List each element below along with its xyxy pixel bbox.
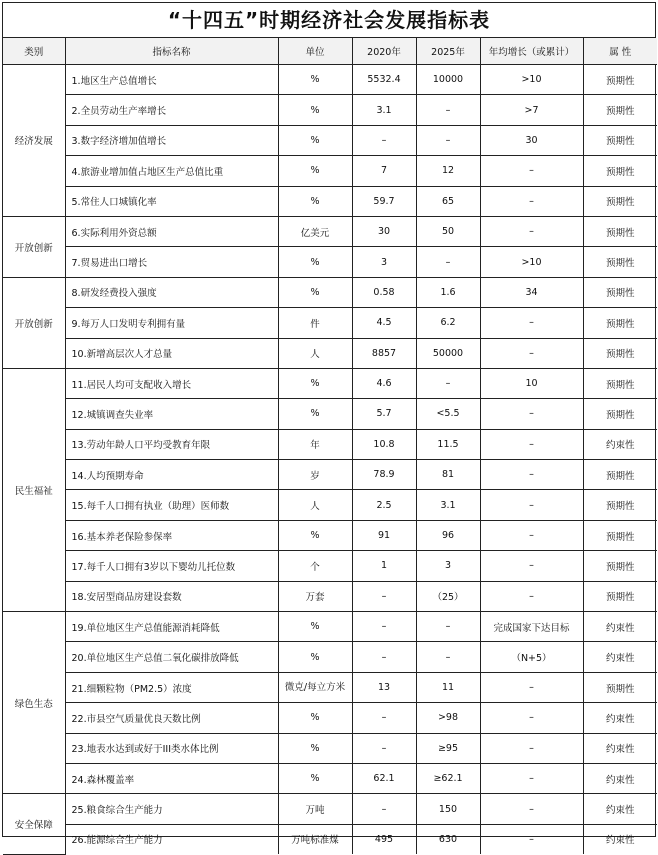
unit-cell: % bbox=[278, 703, 352, 733]
table-row bbox=[3, 824, 657, 854]
attribute-cell: 预期性 bbox=[583, 672, 657, 702]
indicator-name: 22.市县空气质量优良天数比例 bbox=[65, 703, 278, 733]
table-row bbox=[3, 277, 657, 307]
category-green-ecology: 绿色生态 bbox=[3, 612, 65, 794]
indicator-name: 1.地区生产总值增长 bbox=[65, 65, 278, 95]
table-row bbox=[3, 460, 657, 490]
attribute-cell: 预期性 bbox=[583, 216, 657, 246]
unit-cell: % bbox=[278, 95, 352, 125]
value-2020: 1 bbox=[352, 551, 416, 581]
table-row bbox=[3, 216, 657, 246]
attribute-cell: 预期性 bbox=[583, 551, 657, 581]
value-2020: 5532.4 bbox=[352, 65, 416, 95]
table-row bbox=[3, 125, 657, 155]
value-2020: 62.1 bbox=[352, 763, 416, 793]
attribute-cell: 预期性 bbox=[583, 277, 657, 307]
growth-cell: 30 bbox=[480, 125, 583, 155]
growth-cell: 10 bbox=[480, 368, 583, 398]
table-row bbox=[3, 551, 657, 581]
table-row bbox=[3, 612, 657, 642]
growth-cell: – bbox=[480, 216, 583, 246]
table-row bbox=[3, 156, 657, 186]
unit-cell: % bbox=[278, 520, 352, 550]
indicator-name: 3.数字经济增加值增长 bbox=[65, 125, 278, 155]
value-2020: 3 bbox=[352, 247, 416, 277]
value-2025: 150 bbox=[416, 794, 480, 824]
unit-cell: % bbox=[278, 65, 352, 95]
category-livelihood: 民生福祉 bbox=[3, 368, 65, 611]
header-category: 类别 bbox=[3, 38, 65, 65]
indicator-name: 9.每万人口发明专利拥有量 bbox=[65, 308, 278, 338]
value-2025: 1.6 bbox=[416, 277, 480, 307]
attribute-cell: 约束性 bbox=[583, 642, 657, 672]
table-row bbox=[3, 703, 657, 733]
value-2025: >98 bbox=[416, 703, 480, 733]
attribute-cell: 预期性 bbox=[583, 338, 657, 368]
value-2020: 59.7 bbox=[352, 186, 416, 216]
table-row bbox=[3, 581, 657, 611]
attribute-cell: 预期性 bbox=[583, 490, 657, 520]
table-row bbox=[3, 490, 657, 520]
unit-cell: 万套 bbox=[278, 581, 352, 611]
page-title: “十四五”时期经济社会发展指标表 bbox=[3, 3, 655, 38]
growth-cell: – bbox=[480, 672, 583, 702]
indicator-name: 11.居民人均可支配收入增长 bbox=[65, 368, 278, 398]
growth-cell: – bbox=[480, 733, 583, 763]
unit-cell: % bbox=[278, 156, 352, 186]
attribute-cell: 预期性 bbox=[583, 308, 657, 338]
indicator-name: 6.实际利用外资总额 bbox=[65, 216, 278, 246]
unit-cell: 年 bbox=[278, 429, 352, 459]
attribute-cell: 约束性 bbox=[583, 763, 657, 793]
value-2025: – bbox=[416, 368, 480, 398]
unit-cell: % bbox=[278, 763, 352, 793]
growth-cell: – bbox=[480, 490, 583, 520]
attribute-cell: 预期性 bbox=[583, 156, 657, 186]
value-2020: 3.1 bbox=[352, 95, 416, 125]
indicator-name: 4.旅游业增加值占地区生产总值比重 bbox=[65, 156, 278, 186]
unit-cell: % bbox=[278, 733, 352, 763]
value-2020: – bbox=[352, 612, 416, 642]
growth-cell: 34 bbox=[480, 277, 583, 307]
table-row bbox=[3, 642, 657, 672]
unit-cell: 人 bbox=[278, 338, 352, 368]
attribute-cell: 预期性 bbox=[583, 520, 657, 550]
attribute-cell: 约束性 bbox=[583, 824, 657, 854]
indicator-name: 10.新增高层次人才总量 bbox=[65, 338, 278, 368]
unit-cell: % bbox=[278, 277, 352, 307]
attribute-cell: 预期性 bbox=[583, 95, 657, 125]
growth-cell: – bbox=[480, 156, 583, 186]
indicator-name: 23.地表水达到或好于III类水体比例 bbox=[65, 733, 278, 763]
indicator-name: 5.常住人口城镇化率 bbox=[65, 186, 278, 216]
value-2025: 96 bbox=[416, 520, 480, 550]
unit-cell: 万吨标准煤 bbox=[278, 824, 352, 854]
table-row bbox=[3, 520, 657, 550]
growth-cell: >10 bbox=[480, 65, 583, 95]
table-row bbox=[3, 186, 657, 216]
header-annual-growth: 年均增长（或累计） bbox=[480, 38, 583, 65]
attribute-cell: 预期性 bbox=[583, 65, 657, 95]
value-2025: <5.5 bbox=[416, 399, 480, 429]
attribute-cell: 预期性 bbox=[583, 581, 657, 611]
indicator-name: 2.全员劳动生产率增长 bbox=[65, 95, 278, 125]
indicator-name: 25.粮食综合生产能力 bbox=[65, 794, 278, 824]
unit-cell: 人 bbox=[278, 490, 352, 520]
indicator-name: 12.城镇调查失业率 bbox=[65, 399, 278, 429]
value-2025: 10000 bbox=[416, 65, 480, 95]
attribute-cell: 预期性 bbox=[583, 247, 657, 277]
value-2025: – bbox=[416, 247, 480, 277]
attribute-cell: 约束性 bbox=[583, 794, 657, 824]
table-header-row bbox=[3, 38, 657, 65]
attribute-cell: 预期性 bbox=[583, 186, 657, 216]
value-2025: 50000 bbox=[416, 338, 480, 368]
table-row bbox=[3, 763, 657, 793]
table-row bbox=[3, 247, 657, 277]
unit-cell: % bbox=[278, 642, 352, 672]
attribute-cell: 约束性 bbox=[583, 703, 657, 733]
indicator-name: 13.劳动年龄人口平均受教育年限 bbox=[65, 429, 278, 459]
value-2025: 50 bbox=[416, 216, 480, 246]
attribute-cell: 预期性 bbox=[583, 399, 657, 429]
growth-cell: – bbox=[480, 186, 583, 216]
value-2020: – bbox=[352, 125, 416, 155]
indicator-sheet bbox=[2, 2, 656, 847]
table-row bbox=[3, 672, 657, 702]
value-2020: 91 bbox=[352, 520, 416, 550]
header-2025: 2025年 bbox=[416, 38, 480, 65]
growth-cell: （N+5） bbox=[480, 642, 583, 672]
value-2020: – bbox=[352, 733, 416, 763]
value-2020: 495 bbox=[352, 824, 416, 854]
indicator-name: 26.能源综合生产能力 bbox=[65, 824, 278, 854]
value-2020: – bbox=[352, 703, 416, 733]
table-row bbox=[3, 65, 657, 95]
growth-cell: – bbox=[480, 824, 583, 854]
value-2025: 11.5 bbox=[416, 429, 480, 459]
indicator-name: 14.人均预期寿命 bbox=[65, 460, 278, 490]
unit-cell: 岁 bbox=[278, 460, 352, 490]
growth-cell: 完成国家下达目标 bbox=[480, 612, 583, 642]
growth-cell: – bbox=[480, 338, 583, 368]
growth-cell: – bbox=[480, 460, 583, 490]
value-2025: – bbox=[416, 125, 480, 155]
value-2020: – bbox=[352, 642, 416, 672]
header-2020: 2020年 bbox=[352, 38, 416, 65]
unit-cell: % bbox=[278, 186, 352, 216]
growth-cell: – bbox=[480, 308, 583, 338]
value-2020: 13 bbox=[352, 672, 416, 702]
value-2020: 2.5 bbox=[352, 490, 416, 520]
category-innovation: 开放创新 bbox=[3, 277, 65, 368]
value-2020: 5.7 bbox=[352, 399, 416, 429]
value-2020: 78.9 bbox=[352, 460, 416, 490]
table-row bbox=[3, 733, 657, 763]
value-2020: 4.6 bbox=[352, 368, 416, 398]
table-row bbox=[3, 368, 657, 398]
indicator-name: 21.细颗粒物（PM2.5）浓度 bbox=[65, 672, 278, 702]
indicator-name: 8.研发经费投入强度 bbox=[65, 277, 278, 307]
value-2025: – bbox=[416, 95, 480, 125]
value-2025: 11 bbox=[416, 672, 480, 702]
value-2020: 30 bbox=[352, 216, 416, 246]
indicator-name: 19.单位地区生产总值能源消耗降低 bbox=[65, 612, 278, 642]
value-2020: – bbox=[352, 581, 416, 611]
growth-cell: – bbox=[480, 429, 583, 459]
unit-cell: 微克/每立方米 bbox=[278, 672, 352, 702]
value-2025: 12 bbox=[416, 156, 480, 186]
value-2025: 81 bbox=[416, 460, 480, 490]
growth-cell: – bbox=[480, 551, 583, 581]
header-indicator-name: 指标名称 bbox=[65, 38, 278, 65]
value-2025: 6.2 bbox=[416, 308, 480, 338]
unit-cell: 件 bbox=[278, 308, 352, 338]
unit-cell: % bbox=[278, 247, 352, 277]
value-2025: ≥62.1 bbox=[416, 763, 480, 793]
value-2020: 8857 bbox=[352, 338, 416, 368]
table-row bbox=[3, 399, 657, 429]
value-2025: 3 bbox=[416, 551, 480, 581]
indicator-name: 16.基本养老保险参保率 bbox=[65, 520, 278, 550]
value-2025: 65 bbox=[416, 186, 480, 216]
table-row bbox=[3, 794, 657, 824]
growth-cell: – bbox=[480, 763, 583, 793]
attribute-cell: 约束性 bbox=[583, 733, 657, 763]
indicator-name: 18.安居型商品房建设套数 bbox=[65, 581, 278, 611]
category-economy: 经济发展 bbox=[3, 65, 65, 217]
unit-cell: 个 bbox=[278, 551, 352, 581]
growth-cell: – bbox=[480, 794, 583, 824]
unit-cell: % bbox=[278, 612, 352, 642]
category-security: 安全保障 bbox=[3, 794, 65, 854]
value-2025: – bbox=[416, 612, 480, 642]
unit-cell: % bbox=[278, 368, 352, 398]
growth-cell: – bbox=[480, 399, 583, 429]
value-2025: 3.1 bbox=[416, 490, 480, 520]
growth-cell: – bbox=[480, 703, 583, 733]
attribute-cell: 预期性 bbox=[583, 125, 657, 155]
growth-cell: >7 bbox=[480, 95, 583, 125]
growth-cell: – bbox=[480, 581, 583, 611]
growth-cell: >10 bbox=[480, 247, 583, 277]
table-row bbox=[3, 95, 657, 125]
unit-cell: 亿美元 bbox=[278, 216, 352, 246]
header-attribute: 属 性 bbox=[583, 38, 657, 65]
value-2025: 630 bbox=[416, 824, 480, 854]
attribute-cell: 预期性 bbox=[583, 368, 657, 398]
category-opening: 开放创新 bbox=[3, 216, 65, 277]
value-2025: – bbox=[416, 642, 480, 672]
attribute-cell: 预期性 bbox=[583, 460, 657, 490]
indicator-name: 15.每千人口拥有执业（助理）医师数 bbox=[65, 490, 278, 520]
attribute-cell: 约束性 bbox=[583, 429, 657, 459]
value-2020: – bbox=[352, 794, 416, 824]
header-unit: 单位 bbox=[278, 38, 352, 65]
value-2020: 4.5 bbox=[352, 308, 416, 338]
value-2020: 10.8 bbox=[352, 429, 416, 459]
value-2025: ≥95 bbox=[416, 733, 480, 763]
table-row bbox=[3, 308, 657, 338]
indicator-table bbox=[3, 38, 657, 855]
value-2025: （25） bbox=[416, 581, 480, 611]
table-row bbox=[3, 338, 657, 368]
indicator-name: 7.贸易进出口增长 bbox=[65, 247, 278, 277]
value-2020: 0.58 bbox=[352, 277, 416, 307]
attribute-cell: 约束性 bbox=[583, 612, 657, 642]
growth-cell: – bbox=[480, 520, 583, 550]
unit-cell: 万吨 bbox=[278, 794, 352, 824]
indicator-name: 20.单位地区生产总值二氧化碳排放降低 bbox=[65, 642, 278, 672]
indicator-name: 17.每千人口拥有3岁以下婴幼儿托位数 bbox=[65, 551, 278, 581]
table-row bbox=[3, 429, 657, 459]
unit-cell: % bbox=[278, 125, 352, 155]
indicator-name: 24.森林覆盖率 bbox=[65, 763, 278, 793]
value-2020: 7 bbox=[352, 156, 416, 186]
unit-cell: % bbox=[278, 399, 352, 429]
